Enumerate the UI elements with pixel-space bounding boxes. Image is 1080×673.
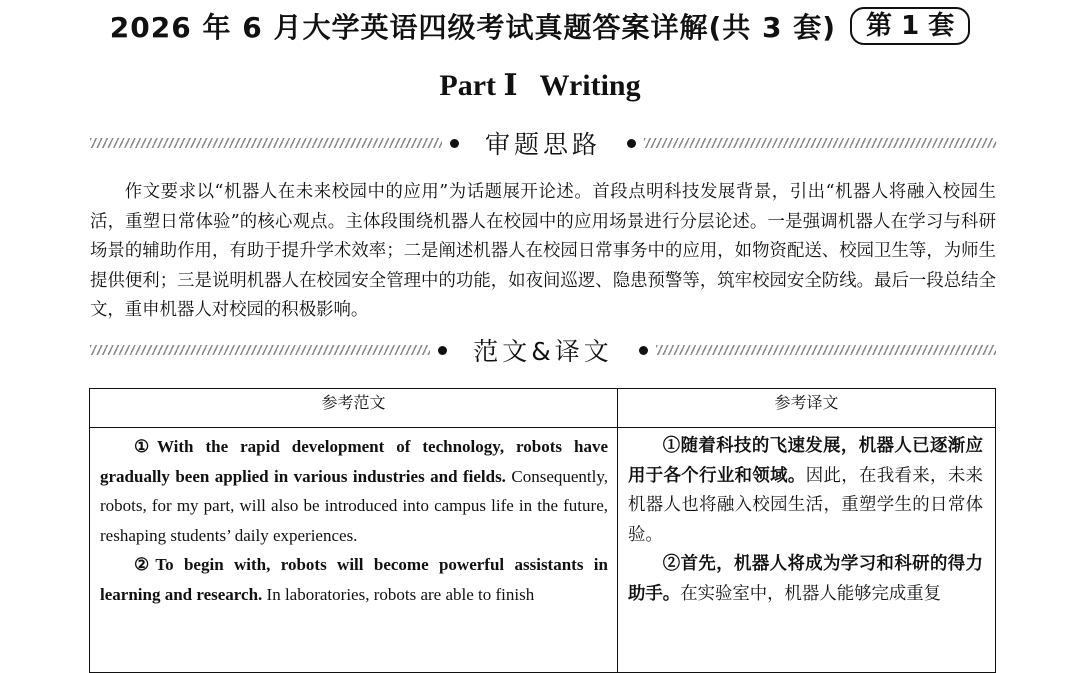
paragraph-text: 因此，在我看来，未来机器人也将融入校园生活，重塑学生的日常体验。 — [628, 465, 983, 545]
paragraph-text: Consequently, robots, for my part, will also be introduced into campus life in the future, reshaping students’ daily experiences. — [100, 466, 609, 545]
hatch-decoration — [644, 138, 996, 148]
sample-essay-cell — [90, 428, 618, 673]
sample-translation-table — [89, 388, 996, 673]
section-divider-analysis — [90, 130, 996, 159]
set-number-badge: 第 1 套 — [850, 7, 970, 45]
paragraph-text: 在实验室中，机器人能够完成重复 — [680, 583, 942, 604]
sample-paragraph-2 — [100, 550, 608, 609]
bullet-dot — [639, 346, 648, 355]
section-heading-sample: 范文&译文 — [473, 337, 613, 366]
table-row — [90, 428, 996, 673]
topic-sentence: ②首先，机器人将成为学习和科研的得力助手。 — [628, 554, 983, 604]
hatch-decoration — [90, 345, 430, 355]
section-heading-analysis: 审题思路 — [485, 130, 602, 159]
bullet-dot — [450, 139, 459, 148]
translation-paragraph-2 — [628, 550, 983, 609]
column-header-sample: 参考范文 — [90, 389, 618, 428]
translation-paragraph-1 — [628, 432, 983, 550]
bullet-dot — [627, 139, 636, 148]
column-header-translation: 参考译文 — [618, 389, 996, 428]
topic-sentence: ①随着科技的飞速发展，机器人已逐渐应用于各个行业和领域。 — [628, 436, 983, 486]
sample-paragraph-1 — [100, 432, 608, 550]
analysis-paragraph: 作文要求以“机器人在未来校园中的应用”为话题展开论述。首段点明科技发展背景，引出“机器人将融入校园生活，重塑日常体验”的核心观点。主体段围绕机器人在校园中的应用场景进行分层论述。一是强调机器人在学习与科研场景的辅助作用，有助于提升学术效率；二是阐述机器人在校园日常事务中的应用，如物资配送、校园卫生等，为师生提供便利；三是说明机器人在校园安全管理中的功能，如夜间巡逻、隐患预警等，筑牢校园安全防线。最后一段总结全文，重申机器人对校园的积极影响。 — [90, 182, 996, 320]
page-header — [0, 6, 1080, 46]
translation-cell — [618, 428, 996, 673]
section-divider-sample — [90, 337, 996, 366]
topic-sentence: ①With the rapid development of technology, robots have gradually been applied in various industries and fields. — [100, 437, 608, 486]
topic-sentence: ②To begin with, robots will become powerful assistants in learning and research. — [100, 555, 608, 604]
document-title: 2026 年 6 月大学英语四级考试真题答案详解(共 3 套) — [109, 11, 837, 44]
bullet-dot — [438, 346, 447, 355]
part-title: Part Ⅰ Writing — [439, 69, 641, 102]
hatch-decoration — [656, 345, 996, 355]
hatch-decoration — [90, 138, 442, 148]
paragraph-text: In laboratories, robots are able to finish — [262, 584, 535, 604]
table-header-row — [90, 389, 996, 428]
